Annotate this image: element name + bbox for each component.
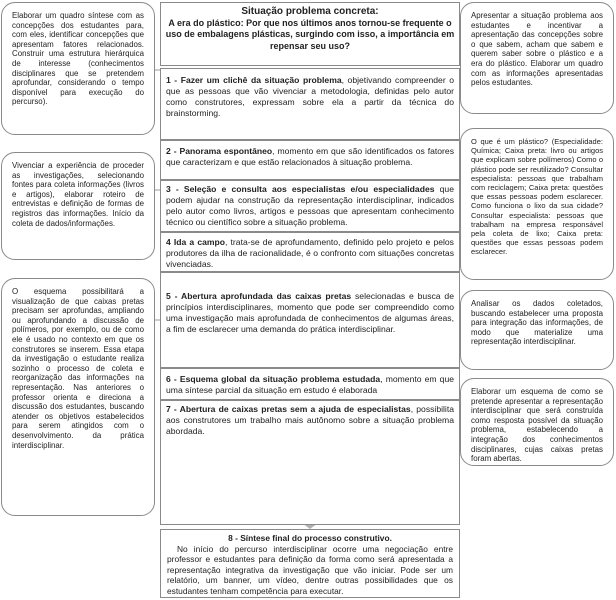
step-1-text: , objetivando compreender o que as pessoas que vão vivenciar a metodologia, definidas pelo autor como construtores, expressam sobre ela a partir da técnica do brainstorming.	[166, 75, 454, 118]
step-4-box	[160, 232, 460, 272]
step-3-box	[160, 180, 460, 232]
step-7-text: , possibilita aos construtores um trabalho mais autônomo sobre a situação problema abordada.	[166, 404, 454, 436]
step-6-box	[160, 368, 460, 400]
final-text: No início do percurso interdisciplinar ocorre uma negociação entre professor e estudantes para definição da forma como será apresentada a representação integrativa da investigação que vão iniciar. Pode ser um relatório, um banner, um vídeo, dentre outras possibilidades que os estudantes tenham competência para executar.	[167, 543, 453, 596]
step-6-title: 6 - Esquema global da situação problema estudada	[166, 374, 381, 384]
left-note-1	[1, 2, 155, 135]
final-box	[160, 529, 460, 598]
step-3-text: que podem ajudar na construção da representação interdisciplinar, indicados pelo autor como livros, artigos e pessoas que apresentam conhecimento técnico ou científico sobre a situação problema.	[166, 184, 454, 227]
step-5-box	[160, 272, 460, 368]
step-4-text: , trata-se de aprofundamento, definido pelo projeto e pelos produtores da ilha de racionalidade, é o confronto com situações concretas vivenciadas.	[166, 237, 454, 269]
right-note-1	[460, 2, 614, 114]
left-note-3	[1, 278, 155, 516]
final-title: 8 - Síntese final do processo construtivo.	[228, 533, 392, 543]
step-1-title: 1 - Fazer um clichê da situação problema	[166, 75, 342, 85]
step-4-title: 4 Ida a campo	[166, 237, 226, 247]
step-3-title: 3 - Seleção e consulta aos especialistas e/ou especialidades	[166, 184, 435, 194]
right-note-4	[460, 378, 614, 466]
title-question: A era do plástico: Por que nos últimos anos tornou-se frequente o uso de embalagens plásticas, surgindo com isso, a importância em repensar seu uso?	[165, 17, 455, 51]
step-2-box	[160, 140, 460, 180]
step-5-title: 5 - Abertura aprofundada das caixas pretas	[166, 291, 352, 301]
right-note-1-text: Apresentar a situação problema aos estudantes e incentivar a apresentação das concepções sobre o que sabem, acham que sabem e querem saber sobre o plástico e a era do plástico. Elaborar um quadro com as informações apresentadas pelos estudantes.	[471, 11, 603, 88]
left-note-3-text: O esquema possibilitará a visualização de que caixas pretas precisam ser aprofundas, ampliando ou aprofundando a discussão de polímeros, por exemplo, ou de como ele é usado no contexto em que os construtores se inserem. Essa etapa da investigação o estudante realiza sozinho o processo de coleta e reorganização das informações na representação. Nas anteriores o professor orienta e direciona a discussão dos estudantes, buscando atender os objetivos estabelecidos para serem atingidos com o desenvolvimento. da prática interdisciplinar.	[12, 287, 144, 450]
step-2-title: 2 - Panorama espontâneo	[166, 146, 273, 156]
right-note-2-text: O que é um plástico? (Especialidade: Química; Caixa preta: livro ou artigos que explicam sobre polímeros) Como o plástico pode ser reutilizado? Consultar especialista: pessoas que trabalham com reciclagem; Caixa preta: questões que essas pessoas podem esclarecer. Como funciona o lixo da sua cidade? Consultar especialista: pessoas que trabalham na empresa responsável pela coleta de lixo; Caixa preta: questões que essas pessoas podem esclarecer.	[471, 137, 603, 257]
step-1-box	[160, 68, 460, 140]
right-note-4-text: Elaborar um esquema de como se pretende apresentar a representação interdisciplinar que será construída como resposta possível da situação problema, estabelecendo a integração dos conhecimentos disciplinares, cujas caixas pretas foram abertas.	[471, 387, 603, 464]
right-note-2	[460, 128, 614, 280]
step-2-text: , momento em que são identificados os fatores que caracterizam e que estão relacionados à situação problema.	[166, 146, 454, 167]
right-note-3	[460, 290, 614, 370]
left-note-2-text: Vivenciar a experiência de proceder as investigações, selecionando fontes para coleta informações (livros e artigos), elaborar roteiro de entrevistas e definição de formas de registros das informações. Início da coleta de dados/informações.	[12, 161, 144, 228]
right-note-3-text: Analisar os dados coletados, buscando estabelecer uma proposta para integração das informações, de modo que materialize uma representação interdisciplinar.	[471, 299, 603, 347]
step-5-text: selecionadas e busca de princípios interdisciplinares, momento que pode ser compreendido como uma investigação mais aprofundada de conhecimentos de algumas áreas, a fim de esclarecer uma demanda do prática interdisciplinar.	[166, 291, 454, 334]
title-heading: Situação problema concreta:	[241, 6, 379, 17]
step-6-text: , momento em que uma síntese parcial da situação em estudo é elaborada	[166, 374, 455, 395]
title-box	[160, 2, 460, 66]
step-7-title: 7 - Abertura de caixas pretas sem a ajuda de especialistas	[166, 404, 411, 414]
left-note-1-text: Elaborar um quadro síntese com as concepções dos estudantes para, com eles, identificar concepções que apresentam fatores relacionados. Construir uma estrutura hierárquica de interesse (conhecimentos disciplinares que se pretendem aprofundar, considerando o tempo disponível para execução do percurso).	[12, 11, 144, 107]
step-7-box	[160, 400, 460, 525]
left-note-2	[1, 152, 155, 260]
